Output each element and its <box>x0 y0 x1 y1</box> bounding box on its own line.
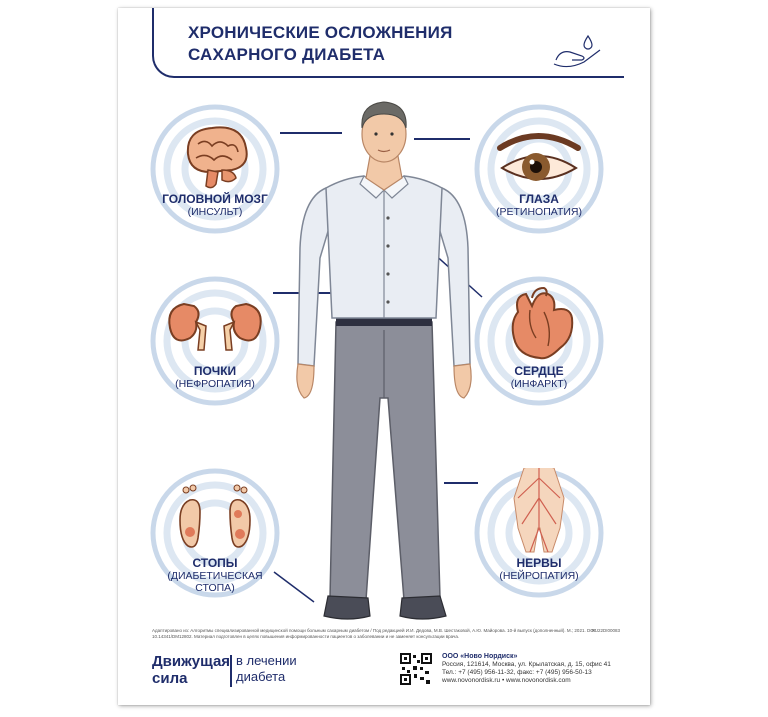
brand-logo <box>152 653 297 687</box>
poster <box>118 8 650 705</box>
poster-title <box>188 22 453 66</box>
brand-tagline <box>236 653 297 685</box>
organ-condition: (ИНФАРКТ) <box>510 378 568 390</box>
company-address: Россия, 121614, Москва, ул. Крылатская, д. 15, офис 41 <box>442 661 611 668</box>
brand-line-1: Движущая <box>152 653 231 670</box>
organ-condition: (НЕЙРОПАТИЯ) <box>499 570 579 582</box>
company-phone: Тел.: +7 (495) 956-11-32, факс: +7 (495) 956-50-13 <box>442 669 592 676</box>
brand-tagline-1: в лечении <box>236 653 297 668</box>
title-line-1: ХРОНИЧЕСКИЕ ОСЛОЖНЕНИЯ <box>188 23 453 42</box>
organ-name: НЕРВЫ <box>516 556 562 570</box>
organ-condition: (РЕТИНОПАТИЯ) <box>496 206 582 218</box>
organ-name: ПОЧКИ <box>193 364 237 378</box>
organ-name: ГЛАЗА <box>519 192 559 206</box>
fine-print: Адаптировано из: Алгоритмы специализированной медицинской помощи больным сахарным диабетом / Под редакцией И.И. Дедова, М.В. Шестаковой, А.Ю. Майорова. 10-й выпуск (дополненный). М.; 2021. DOI: 10.14341/DM12802. Материал подготовлен в целях повышения информированности пациентов о заболевании и не заменяет консультации врача. <box>152 628 597 639</box>
qr-code-icon[interactable] <box>400 653 432 685</box>
title-line-2: САХАРНОГО ДИАБЕТА <box>188 45 386 64</box>
organ-name: СТОПЫ <box>192 556 238 570</box>
organ-condition: (НЕФРОПАТИЯ) <box>175 378 255 390</box>
brand-line-2: сила <box>152 670 188 687</box>
organ-name: СЕРДЦЕ <box>514 364 564 378</box>
man-figure <box>284 98 484 628</box>
brand-tagline-2: диабета <box>236 669 286 684</box>
organ-name: ГОЛОВНОЙ МОЗГ <box>162 192 268 206</box>
organ-condition: (ДИАБЕТИЧЕСКАЯ СТОПА) <box>167 570 263 594</box>
company-website[interactable]: www.novonordisk.ru • www.novonordisk.com <box>442 677 571 684</box>
company-info <box>442 653 611 685</box>
brand-separator <box>230 655 232 687</box>
document-code: RU22DI00083 <box>591 628 620 633</box>
organ-condition: (ИНСУЛЬТ) <box>187 206 243 218</box>
hand-drop-icon <box>550 30 620 70</box>
company-name: ООО «Ново Нордиск» <box>442 653 518 660</box>
